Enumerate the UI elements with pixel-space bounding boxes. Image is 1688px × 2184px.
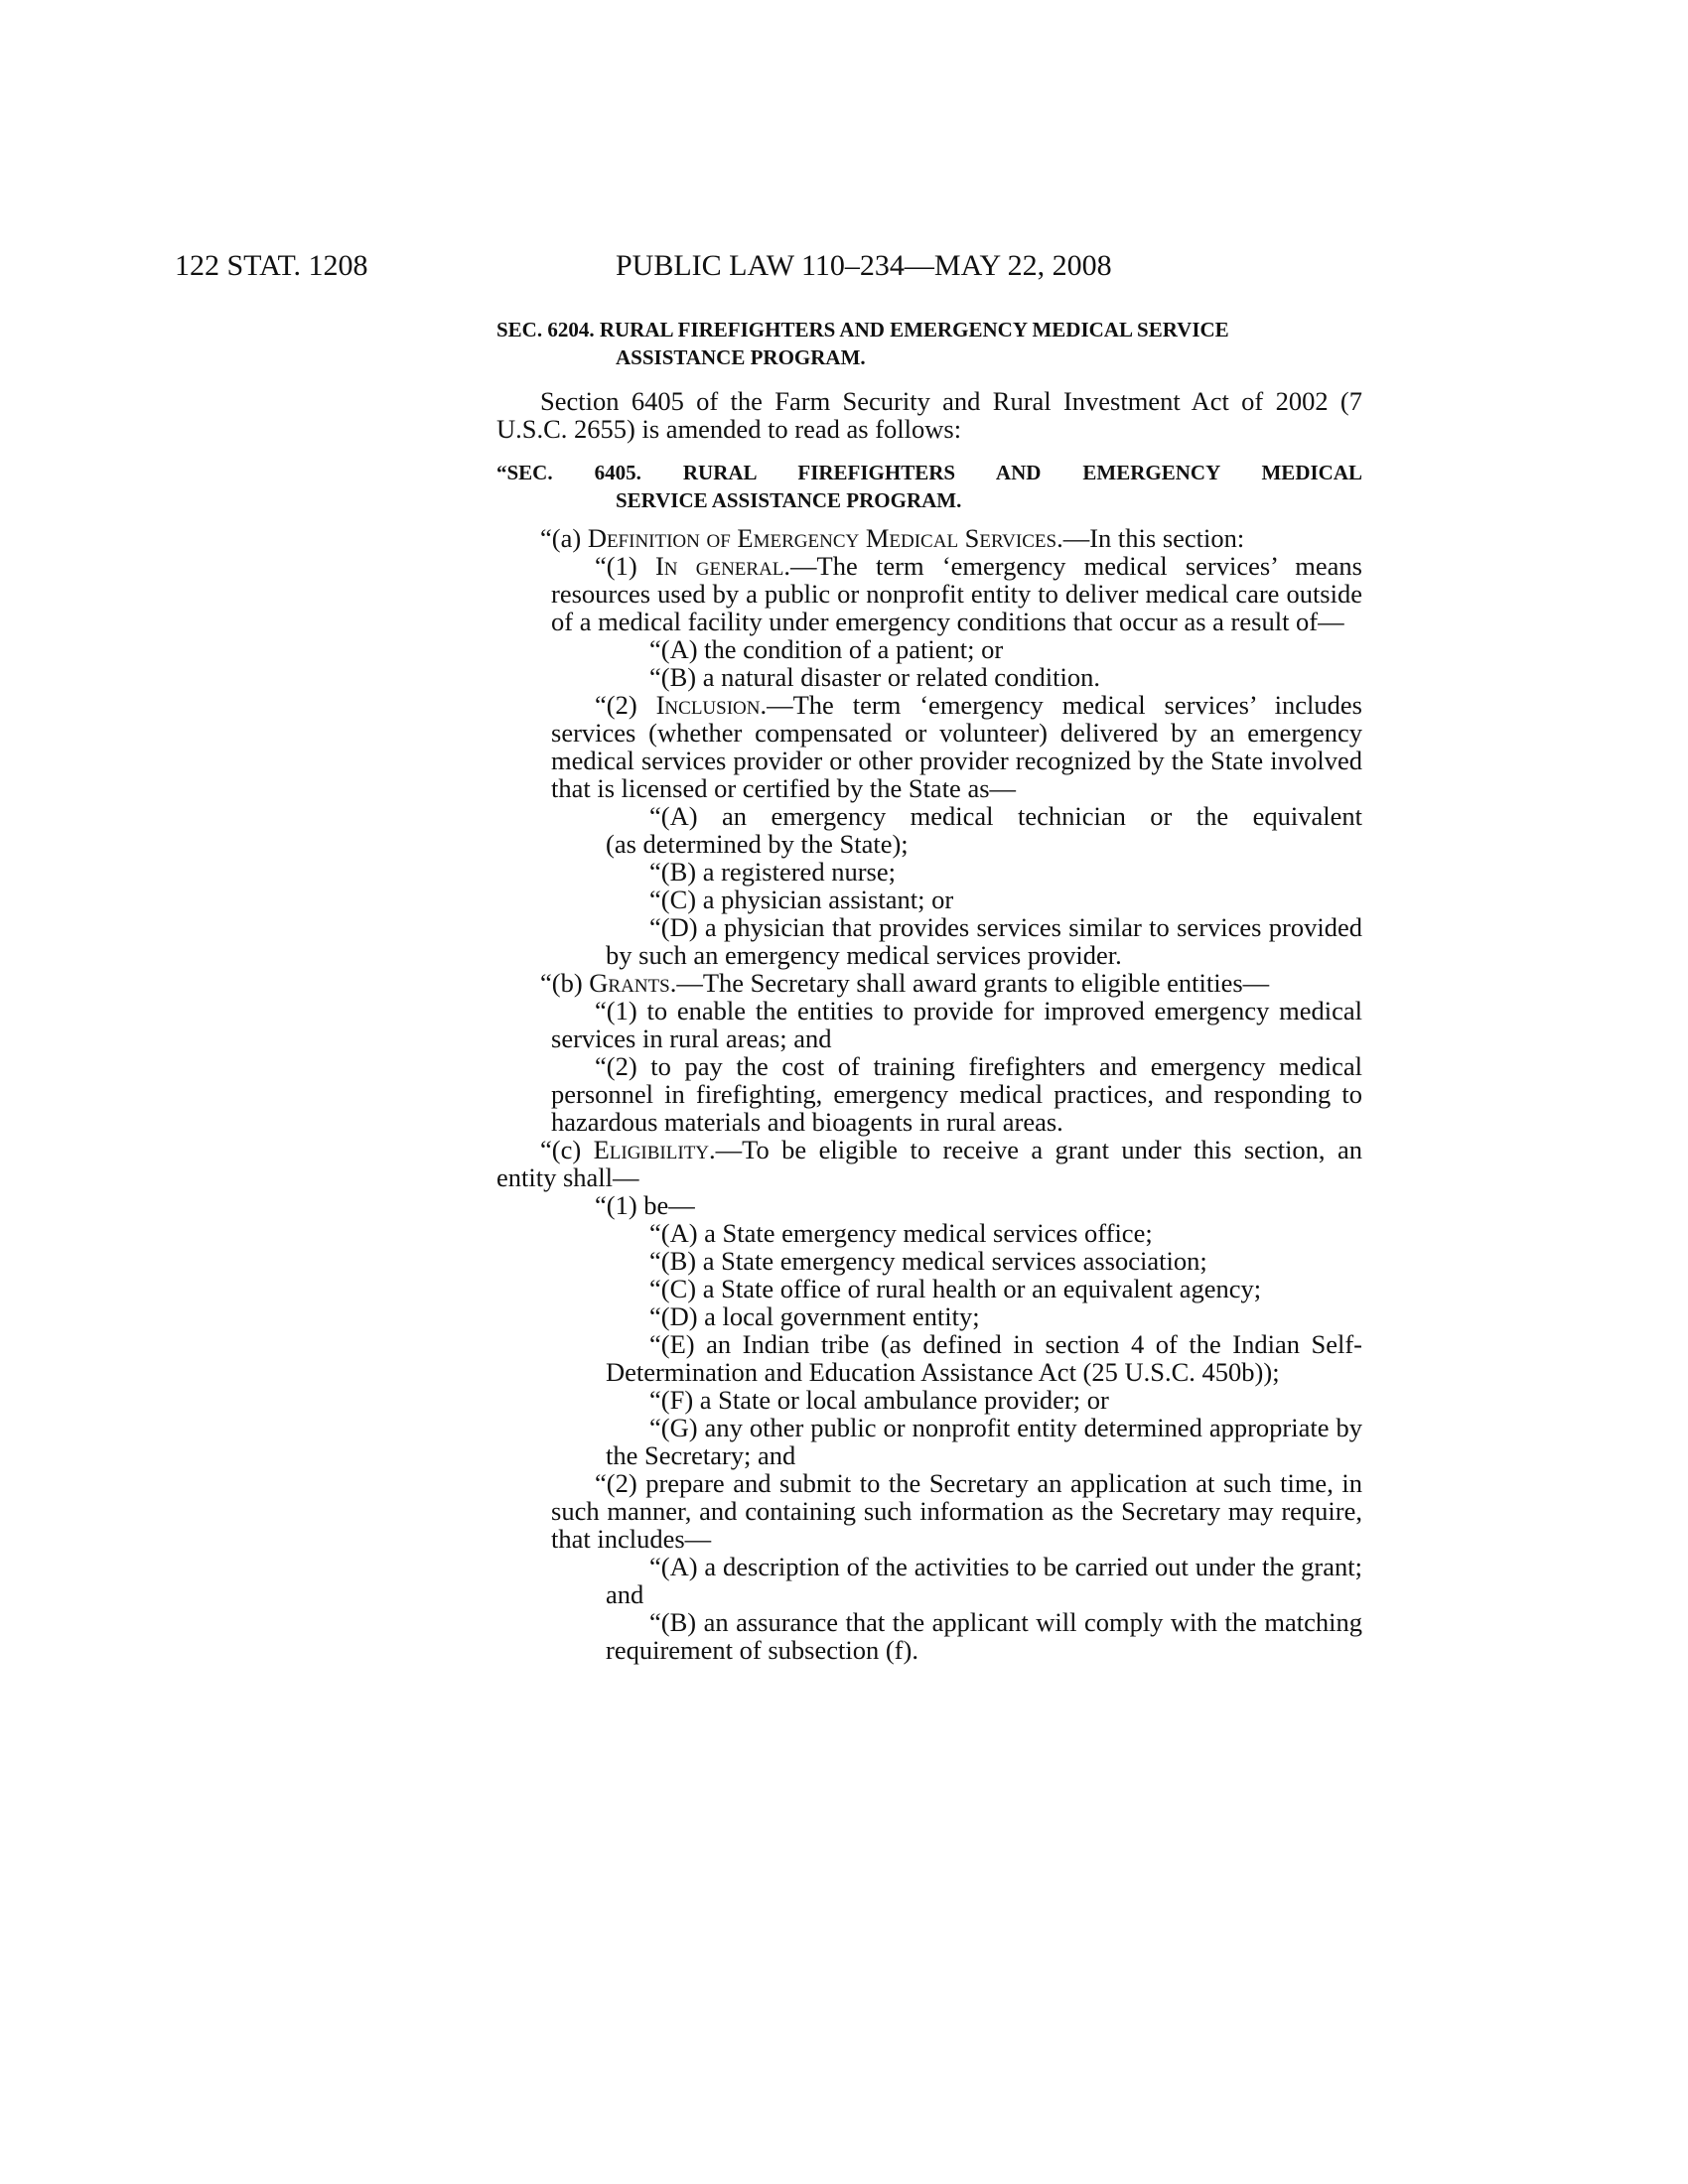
subsection-b-text: —The Secretary shall award grants to eligible entities—: [676, 968, 1270, 998]
amended-heading-line2: SERVICE ASSISTANCE PROGRAM.: [616, 488, 962, 512]
clause-a2-A-line2: (as determined by the State);: [606, 829, 909, 859]
document-body: [496, 316, 1362, 1664]
subsection-c: [496, 1136, 1362, 1191]
subsection-b: [496, 969, 1362, 997]
amended-section-heading: [496, 459, 1362, 514]
subsection-b-title: Grants.: [589, 968, 677, 998]
paragraph-b1: “(1) to enable the entities to provide for improved emergency medical services in rural areas; and: [551, 996, 1362, 1053]
section-intro: Section 6405 of the Farm Security and Rural Investment Act of 2002 (7 U.S.C. 2655) is amended to read as follows:: [496, 386, 1362, 444]
subsection-c-title: Eligibility.: [593, 1135, 716, 1164]
subsection-a-text: —In this section:: [1062, 523, 1245, 553]
paragraph-a2: [551, 691, 1362, 802]
clause-a1-B: “(B) a natural disaster or related condition.: [649, 662, 1101, 692]
clause-c1-C: “(C) a State office of rural health or an equivalent agency;: [649, 1274, 1262, 1303]
subsection-a-title: Definition of Emergency Medical Services.: [587, 523, 1063, 553]
clause-c1-A: “(A) a State emergency medical services office;: [649, 1218, 1153, 1248]
running-head: [0, 246, 1688, 286]
clause-c1-B: “(B) a State emergency medical services association;: [649, 1246, 1207, 1276]
paragraph-b2: “(2) to pay the cost of training firefighters and emergency medical personnel in firefighting, emergency medical practices, and responding to hazardous materials and bioagents in rural areas.: [551, 1051, 1362, 1137]
clause-a2-C: “(C) a physician assistant; or: [649, 885, 954, 914]
clause-c2-B: “(B) an assurance that the applicant will comply with the matching requirement of subsection (f).: [606, 1607, 1362, 1665]
public-law-title: PUBLIC LAW 110–234—MAY 22, 2008: [616, 249, 1112, 282]
section-heading: [496, 316, 1362, 371]
clause-c1-F: “(F) a State or local ambulance provider; or: [649, 1385, 1109, 1415]
clause-c1-E: “(E) an Indian tribe (as defined in section 4 of the Indian Self-Determination and Education Assistance Act (25 U.S.C. 450b));: [606, 1329, 1362, 1387]
subsection-c-text: —To be eligible to receive a grant under this section, an entity shall—: [496, 1135, 1362, 1192]
subsection-b-prefix: “(b): [540, 968, 590, 998]
paragraph-a1-text: —The term ‘emergency medical services’ means resources used by a public or nonprofit entity to deliver medical care outside of a medical facility under emergency conditions that occur as a result of—: [551, 551, 1362, 636]
paragraph-a2-text: —The term ‘emergency medical services’ includes services (whether compensated or volunteer) delivered by an emergency medical services provider or other provider recognized by the State involved that is licensed or certified by the State as—: [551, 690, 1362, 803]
paragraph-a1-title: In general.: [654, 551, 791, 581]
subsection-a: [496, 524, 1362, 552]
clause-c2-A: “(A) a description of the activities to be carried out under the grant; and: [606, 1552, 1362, 1609]
paragraph-c1-intro: “(1) be—: [595, 1190, 695, 1220]
clause-a2-B: “(B) a registered nurse;: [649, 857, 896, 887]
stat-reference: 122 STAT. 1208: [175, 249, 368, 282]
paragraph-a2-title: Inclusion.: [655, 690, 768, 720]
paragraph-a2-prefix: “(2): [595, 690, 656, 720]
amended-heading-line1: “SEC. 6405. RURAL FIREFIGHTERS AND EMERGENCY MEDICAL: [496, 461, 1362, 484]
section-heading-line1: SEC. 6204. RURAL FIREFIGHTERS AND EMERGENCY MEDICAL SERVICE: [496, 318, 1229, 341]
clause-a2-D: “(D) a physician that provides services similar to services provided by such an emergency medical services provider.: [606, 912, 1362, 970]
clause-a1-A: “(A) the condition of a patient; or: [649, 634, 1004, 664]
clause-c1-D: “(D) a local government entity;: [649, 1301, 980, 1331]
subsection-c-prefix: “(c): [540, 1135, 594, 1164]
clause-a2-A-line1: “(A) an emergency medical technician or the equivalent: [649, 801, 1362, 831]
section-heading-line2: ASSISTANCE PROGRAM.: [616, 345, 866, 369]
subsection-a-prefix: “(a): [540, 523, 588, 553]
paragraph-a1-prefix: “(1): [595, 551, 655, 581]
paragraph-c2-intro: “(2) prepare and submit to the Secretary an application at such time, in such manner, and containing such information as the Secretary may require, that includes—: [551, 1468, 1362, 1554]
paragraph-a1: [551, 552, 1362, 635]
clause-c1-G: “(G) any other public or nonprofit entity determined appropriate by the Secretary; and: [606, 1413, 1362, 1470]
